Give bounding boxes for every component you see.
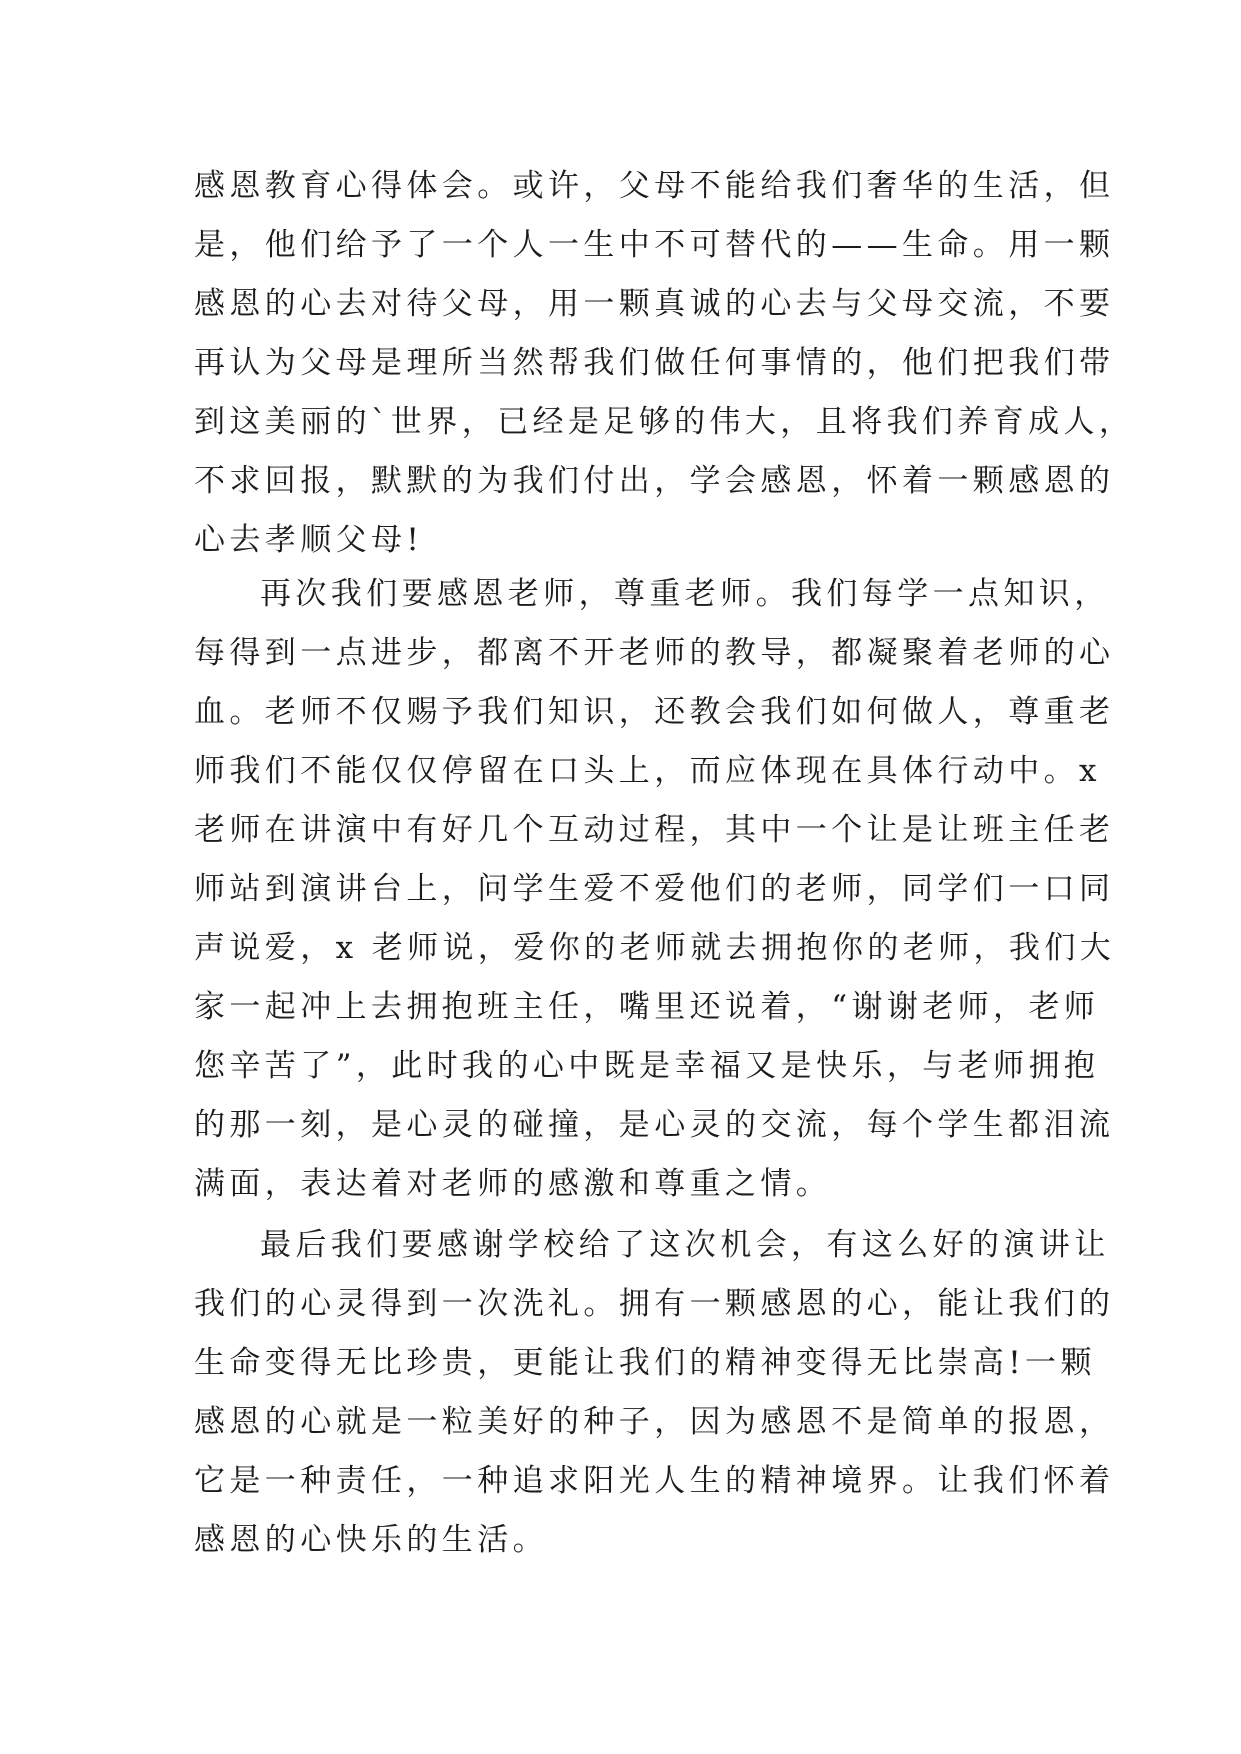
text-line: 血。老师不仅赐予我们知识，还教会我们如何做人，尊重老 — [194, 694, 1115, 730]
paragraph-2 — [194, 565, 1116, 1273]
text-line: 感恩的心就是一粒美好的种子，因为感恩不是简单的报恩， — [194, 1404, 1115, 1440]
text-line: 我们的心灵得到一次洗礼。拥有一颗感恩的心，能让我们的 — [194, 1286, 1115, 1322]
text-line: 师站到演讲台上，问学生爱不爱他们的老师，同学们一口同 — [194, 871, 1115, 907]
text-line: 感恩的心快乐的生活。 — [194, 1522, 548, 1558]
text-line: 心去孝顺父母! — [194, 522, 424, 558]
text-line: 家一起冲上去拥抱班主任，嘴里还说着，“谢谢老师，老师 — [194, 989, 1100, 1025]
text-line: 感恩的心去对待父母，用一颗真诚的心去与父母交流，不要 — [194, 286, 1115, 322]
text-line: 您辛苦了”，此时我的心中既是幸福又是快乐，与老师拥抱 — [194, 1048, 1100, 1084]
text-line: 老师在讲演中有好几个互动过程，其中一个让是让班主任老 — [194, 812, 1115, 848]
text-line: 声说爱，x 老师说，爱你的老师就去拥抱你的老师，我们大 — [194, 930, 1116, 966]
text-line: 师我们不能仅仅停留在口头上，而应体现在具体行动中。x — [194, 753, 1101, 789]
text-line: 最后我们要感谢学校给了这次机会，有这么好的演讲让 — [260, 1227, 1110, 1263]
text-line: 感恩教育心得体会。或许，父母不能给我们奢华的生活，但 — [194, 168, 1115, 204]
paragraph-1 — [194, 157, 1135, 570]
text-line: 再认为父母是理所当然帮我们做任何事情的，他们把我们带 — [194, 345, 1115, 381]
text-line: 满面，表达着对老师的感激和尊重之情。 — [194, 1166, 832, 1202]
text-line: 的那一刻，是心灵的碰撞，是心灵的交流，每个学生都泪流 — [194, 1107, 1115, 1143]
text-line: 生命变得无比珍贵，更能让我们的精神变得无比崇高!一颗 — [194, 1345, 1096, 1381]
text-line: 它是一种责任，一种追求阳光人生的精神境界。让我们怀着 — [194, 1463, 1115, 1499]
text-line: 每得到一点进步，都离不开老师的教导，都凝聚着老师的心 — [194, 635, 1115, 671]
text-line: 再次我们要感恩老师，尊重老师。我们每学一点知识， — [260, 576, 1110, 612]
text-line: 到这美丽的`世界，已经是足够的伟大，且将我们养育成人， — [194, 404, 1135, 440]
paragraph-3 — [194, 1216, 1115, 1570]
text-line: 不求回报，默默的为我们付出，学会感恩，怀着一颗感恩的 — [194, 463, 1115, 499]
text-line: 是，他们给予了一个人一生中不可替代的——生命。用一颗 — [194, 227, 1115, 263]
